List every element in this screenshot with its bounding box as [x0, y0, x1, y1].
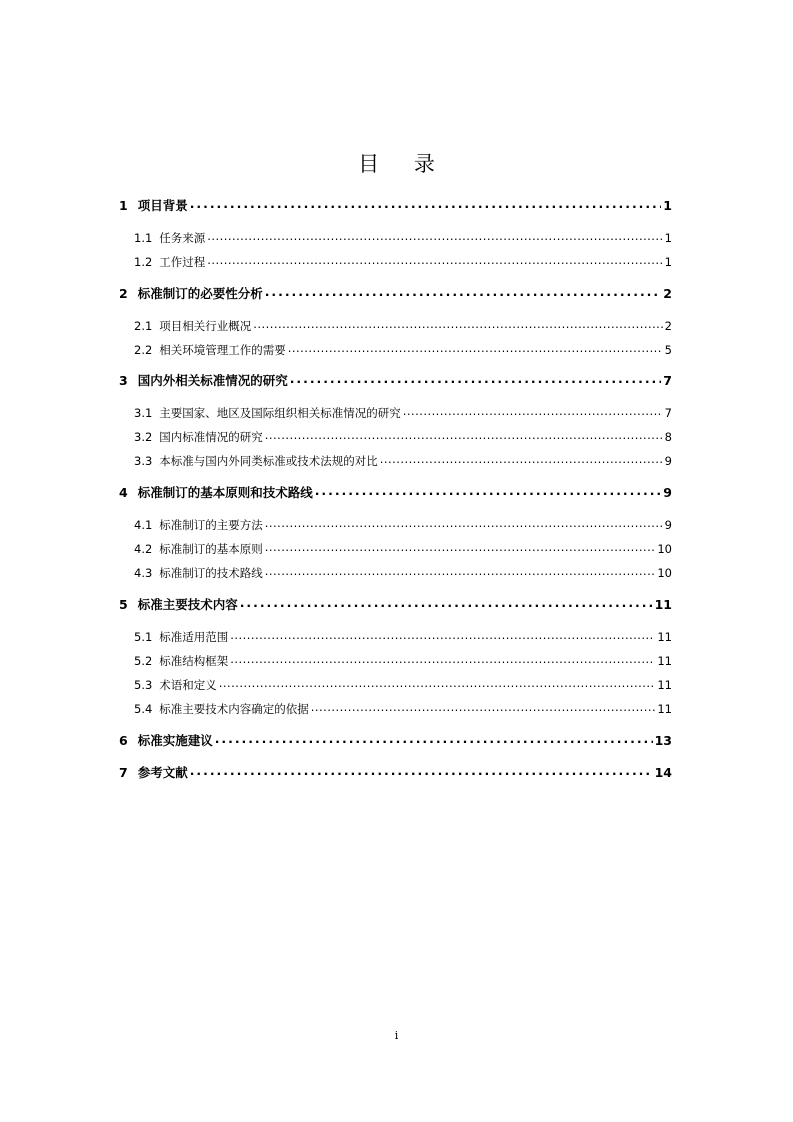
toc-entry-2[interactable]	[119, 286, 672, 302]
toc-entry-number: 7	[119, 765, 128, 780]
dot-leader	[265, 565, 656, 577]
dot-leader	[190, 198, 662, 210]
dot-leader	[315, 485, 662, 497]
toc-entry-label: 国内标准情况的研究	[159, 430, 263, 444]
toc-entry-page: 1	[664, 231, 672, 245]
toc-entry-label: 标准制订的技术路线	[159, 566, 263, 580]
toc-entry-4-2[interactable]	[119, 541, 672, 557]
toc-entry-3-1[interactable]	[119, 405, 672, 421]
dot-leader	[265, 429, 663, 441]
toc-entry-number: 5.1	[134, 630, 153, 644]
toc-entry-label: 标准制订的必要性分析	[137, 286, 263, 301]
toc-entry-5-3[interactable]	[119, 677, 672, 693]
toc-entry-number: 2	[119, 286, 128, 301]
toc-entry-2-2[interactable]	[119, 342, 672, 358]
dot-leader	[240, 597, 653, 609]
dot-leader	[265, 541, 656, 553]
toc-entry-number: 5.4	[134, 702, 153, 716]
toc-entry-7[interactable]	[119, 765, 672, 781]
dot-leader	[253, 318, 662, 330]
toc-entry-page: 10	[657, 542, 672, 556]
toc-entry-label: 标准结构框架	[159, 654, 229, 668]
dot-leader	[403, 405, 663, 417]
toc-entry-number: 3.3	[134, 454, 153, 468]
dot-leader	[290, 373, 662, 385]
toc-entry-label: 相关环境管理工作的需要	[159, 343, 286, 357]
toc-entry-page: 11	[657, 654, 672, 668]
toc-entry-label: 任务来源	[159, 231, 206, 245]
toc-entry-number: 4.1	[134, 518, 153, 532]
dot-leader	[265, 517, 663, 529]
toc-entry-label: 标准实施建议	[137, 733, 213, 748]
toc-entry-number: 1.2	[134, 255, 153, 269]
dot-leader	[207, 254, 662, 266]
dot-leader	[311, 701, 656, 713]
toc-entry-number: 5.3	[134, 678, 153, 692]
toc-entry-number: 5	[119, 597, 128, 612]
dot-leader	[230, 629, 655, 641]
toc-entry-6[interactable]	[119, 733, 672, 749]
toc-entry-page: 1	[663, 198, 672, 213]
toc-entry-page: 8	[664, 430, 672, 444]
page-title: 目 录	[358, 152, 449, 176]
toc-entry-label: 术语和定义	[159, 678, 217, 692]
toc-entry-label: 项目背景	[137, 198, 188, 213]
toc-entry-page: 9	[663, 485, 672, 500]
toc-entry-number: 3.1	[134, 406, 153, 420]
toc-entry-page: 1	[664, 255, 672, 269]
toc-entry-number: 2.1	[134, 319, 153, 333]
toc-entry-page: 14	[654, 765, 672, 780]
toc-entry-number: 3	[119, 373, 128, 388]
toc-entry-5[interactable]	[119, 597, 672, 613]
dot-leader	[230, 653, 655, 665]
toc-entry-label: 标准制订的基本原则	[159, 542, 263, 556]
toc-entry-page: 10	[657, 566, 672, 580]
toc-entry-number: 3.2	[134, 430, 153, 444]
toc-entry-label: 标准主要技术内容	[137, 597, 238, 612]
dot-leader	[265, 286, 662, 298]
toc-entry-3-2[interactable]	[119, 429, 672, 445]
toc-entry-number: 4.3	[134, 566, 153, 580]
toc-entry-4-1[interactable]	[119, 517, 672, 533]
toc-entry-page: 2	[664, 319, 672, 333]
toc-entry-page: 11	[657, 630, 672, 644]
toc-entry-page: 2	[663, 286, 672, 301]
toc-entry-number: 1	[119, 198, 128, 213]
dot-leader	[207, 230, 662, 242]
dot-leader	[190, 765, 653, 777]
toc-entry-page: 13	[654, 733, 672, 748]
toc-entry-3-3[interactable]	[119, 453, 672, 469]
toc-entry-label: 标准制订的基本原则和技术路线	[137, 485, 313, 500]
toc-entry-3[interactable]	[119, 373, 672, 389]
toc-entry-page: 5	[664, 343, 672, 357]
toc-entry-1-2[interactable]	[119, 254, 672, 270]
toc-entry-5-1[interactable]	[119, 629, 672, 645]
toc-entry-1-1[interactable]	[119, 230, 672, 246]
toc-entry-label: 主要国家、地区及国际组织相关标准情况的研究	[159, 406, 401, 420]
toc-entry-number: 6	[119, 733, 128, 748]
toc-entry-label: 工作过程	[159, 255, 206, 269]
toc-entry-label: 标准主要技术内容确定的依据	[159, 702, 309, 716]
toc-entry-page: 9	[664, 518, 672, 532]
toc-entry-page: 11	[657, 678, 672, 692]
toc-entry-label: 标准适用范围	[159, 630, 229, 644]
toc-entry-label: 本标准与国内外同类标准或技术法规的对比	[159, 454, 378, 468]
toc-entry-4[interactable]	[119, 485, 672, 501]
toc-entry-5-2[interactable]	[119, 653, 672, 669]
toc-entry-number: 1.1	[134, 231, 153, 245]
toc-entry-number: 2.2	[134, 343, 153, 357]
dot-leader	[215, 733, 653, 745]
toc-entry-page: 7	[663, 373, 672, 388]
footer-page-number: i	[394, 1029, 399, 1042]
toc-entry-number: 4	[119, 485, 128, 500]
toc-entry-page: 11	[657, 702, 672, 716]
toc-entry-label: 国内外相关标准情况的研究	[137, 373, 288, 388]
toc-entry-4-3[interactable]	[119, 565, 672, 581]
toc-entry-label: 项目相关行业概况	[159, 319, 252, 333]
toc-entry-page: 7	[664, 406, 672, 420]
toc-entry-1[interactable]	[119, 198, 672, 214]
toc-entry-page: 11	[654, 597, 672, 612]
toc-entry-page: 9	[664, 454, 672, 468]
dot-leader	[380, 453, 663, 465]
toc-entry-number: 4.2	[134, 542, 153, 556]
toc-entry-label: 参考文献	[137, 765, 188, 780]
toc-entry-5-4[interactable]	[119, 701, 672, 717]
dot-leader	[288, 342, 663, 354]
dot-leader	[219, 677, 656, 689]
toc-entry-label: 标准制订的主要方法	[159, 518, 263, 532]
toc-entry-2-1[interactable]	[119, 318, 672, 334]
toc-entry-number: 5.2	[134, 654, 153, 668]
